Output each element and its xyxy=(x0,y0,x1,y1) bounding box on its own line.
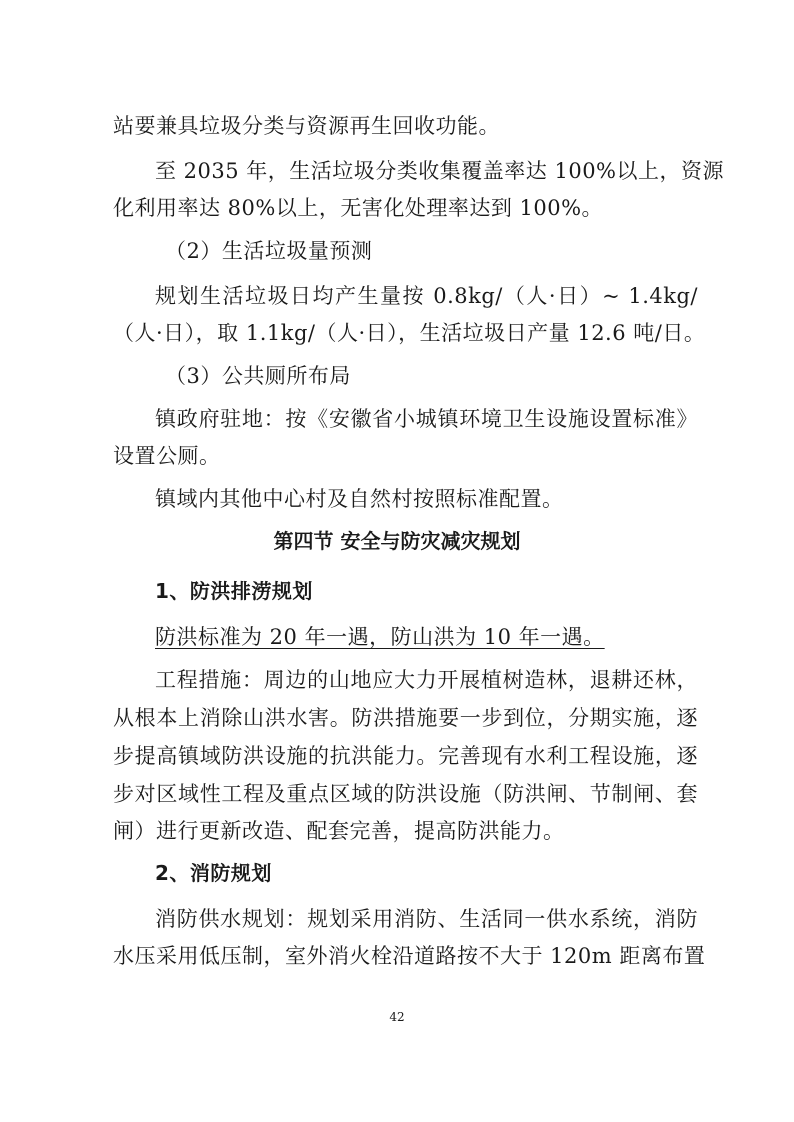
text-line: 镇政府驻地：按《安徽省小城镇环境卫生设施设置标准》 xyxy=(155,407,698,431)
text-line: 规划生活垃圾日均产生量按 0.8kg/（人·日）~ 1.4kg/ xyxy=(155,284,698,308)
text-line: 至 2035 年，生活垃圾分类收集覆盖率达 100%以上，资源 xyxy=(155,159,725,183)
text-line: 步对区域性工程及重点区域的防洪设施（防洪闸、节制闸、套 xyxy=(113,782,698,806)
section-title: 第四节 安全与防灾减灾规划 xyxy=(273,529,521,553)
text-line: 工程措施：周边的山地应大力开展植树造林，退耕还林， xyxy=(155,668,698,692)
text-line: 水压采用低压制，室外消火栓沿道路按不大于 120m 距离布置 xyxy=(113,944,706,968)
text-line: 化利用率达 80%以上，无害化处理率达到 100%。 xyxy=(113,196,604,220)
text-line: 消防供水规划：规划采用消防、生活同一供水系统，消防 xyxy=(155,907,698,931)
text-line: 设置公厕。 xyxy=(113,444,221,468)
heading-fire-protection: 2、消防规划 xyxy=(155,861,272,885)
text-line: 闸）进行更新改造、配套完善，提高防洪能力。 xyxy=(113,819,565,843)
text-line: 镇域内其他中心村及自然村按照标准配置。 xyxy=(155,487,564,511)
text-line: 步提高镇域防洪设施的抗洪能力。完善现有水利工程设施，逐 xyxy=(113,744,698,768)
text-line-underlined: 防洪标准为 20 年一遇，防山洪为 10 年一遇。 xyxy=(155,625,605,649)
text-line: （人·日），取 1.1kg/（人·日），生活垃圾日产量 12.6 吨/日。 xyxy=(113,321,706,345)
page-number: 42 xyxy=(389,1010,405,1024)
heading-flood-control: 1、防洪排涝规划 xyxy=(155,579,313,603)
subheading: （3）公共厕所布局 xyxy=(165,364,351,388)
text-line: 从根本上消除山洪水害。防洪措施要一步到位，分期实施，逐 xyxy=(113,706,698,730)
subheading: （2）生活垃圾量预测 xyxy=(165,239,373,263)
text-line: 站要兼具垃圾分类与资源再生回收功能。 xyxy=(113,114,500,138)
